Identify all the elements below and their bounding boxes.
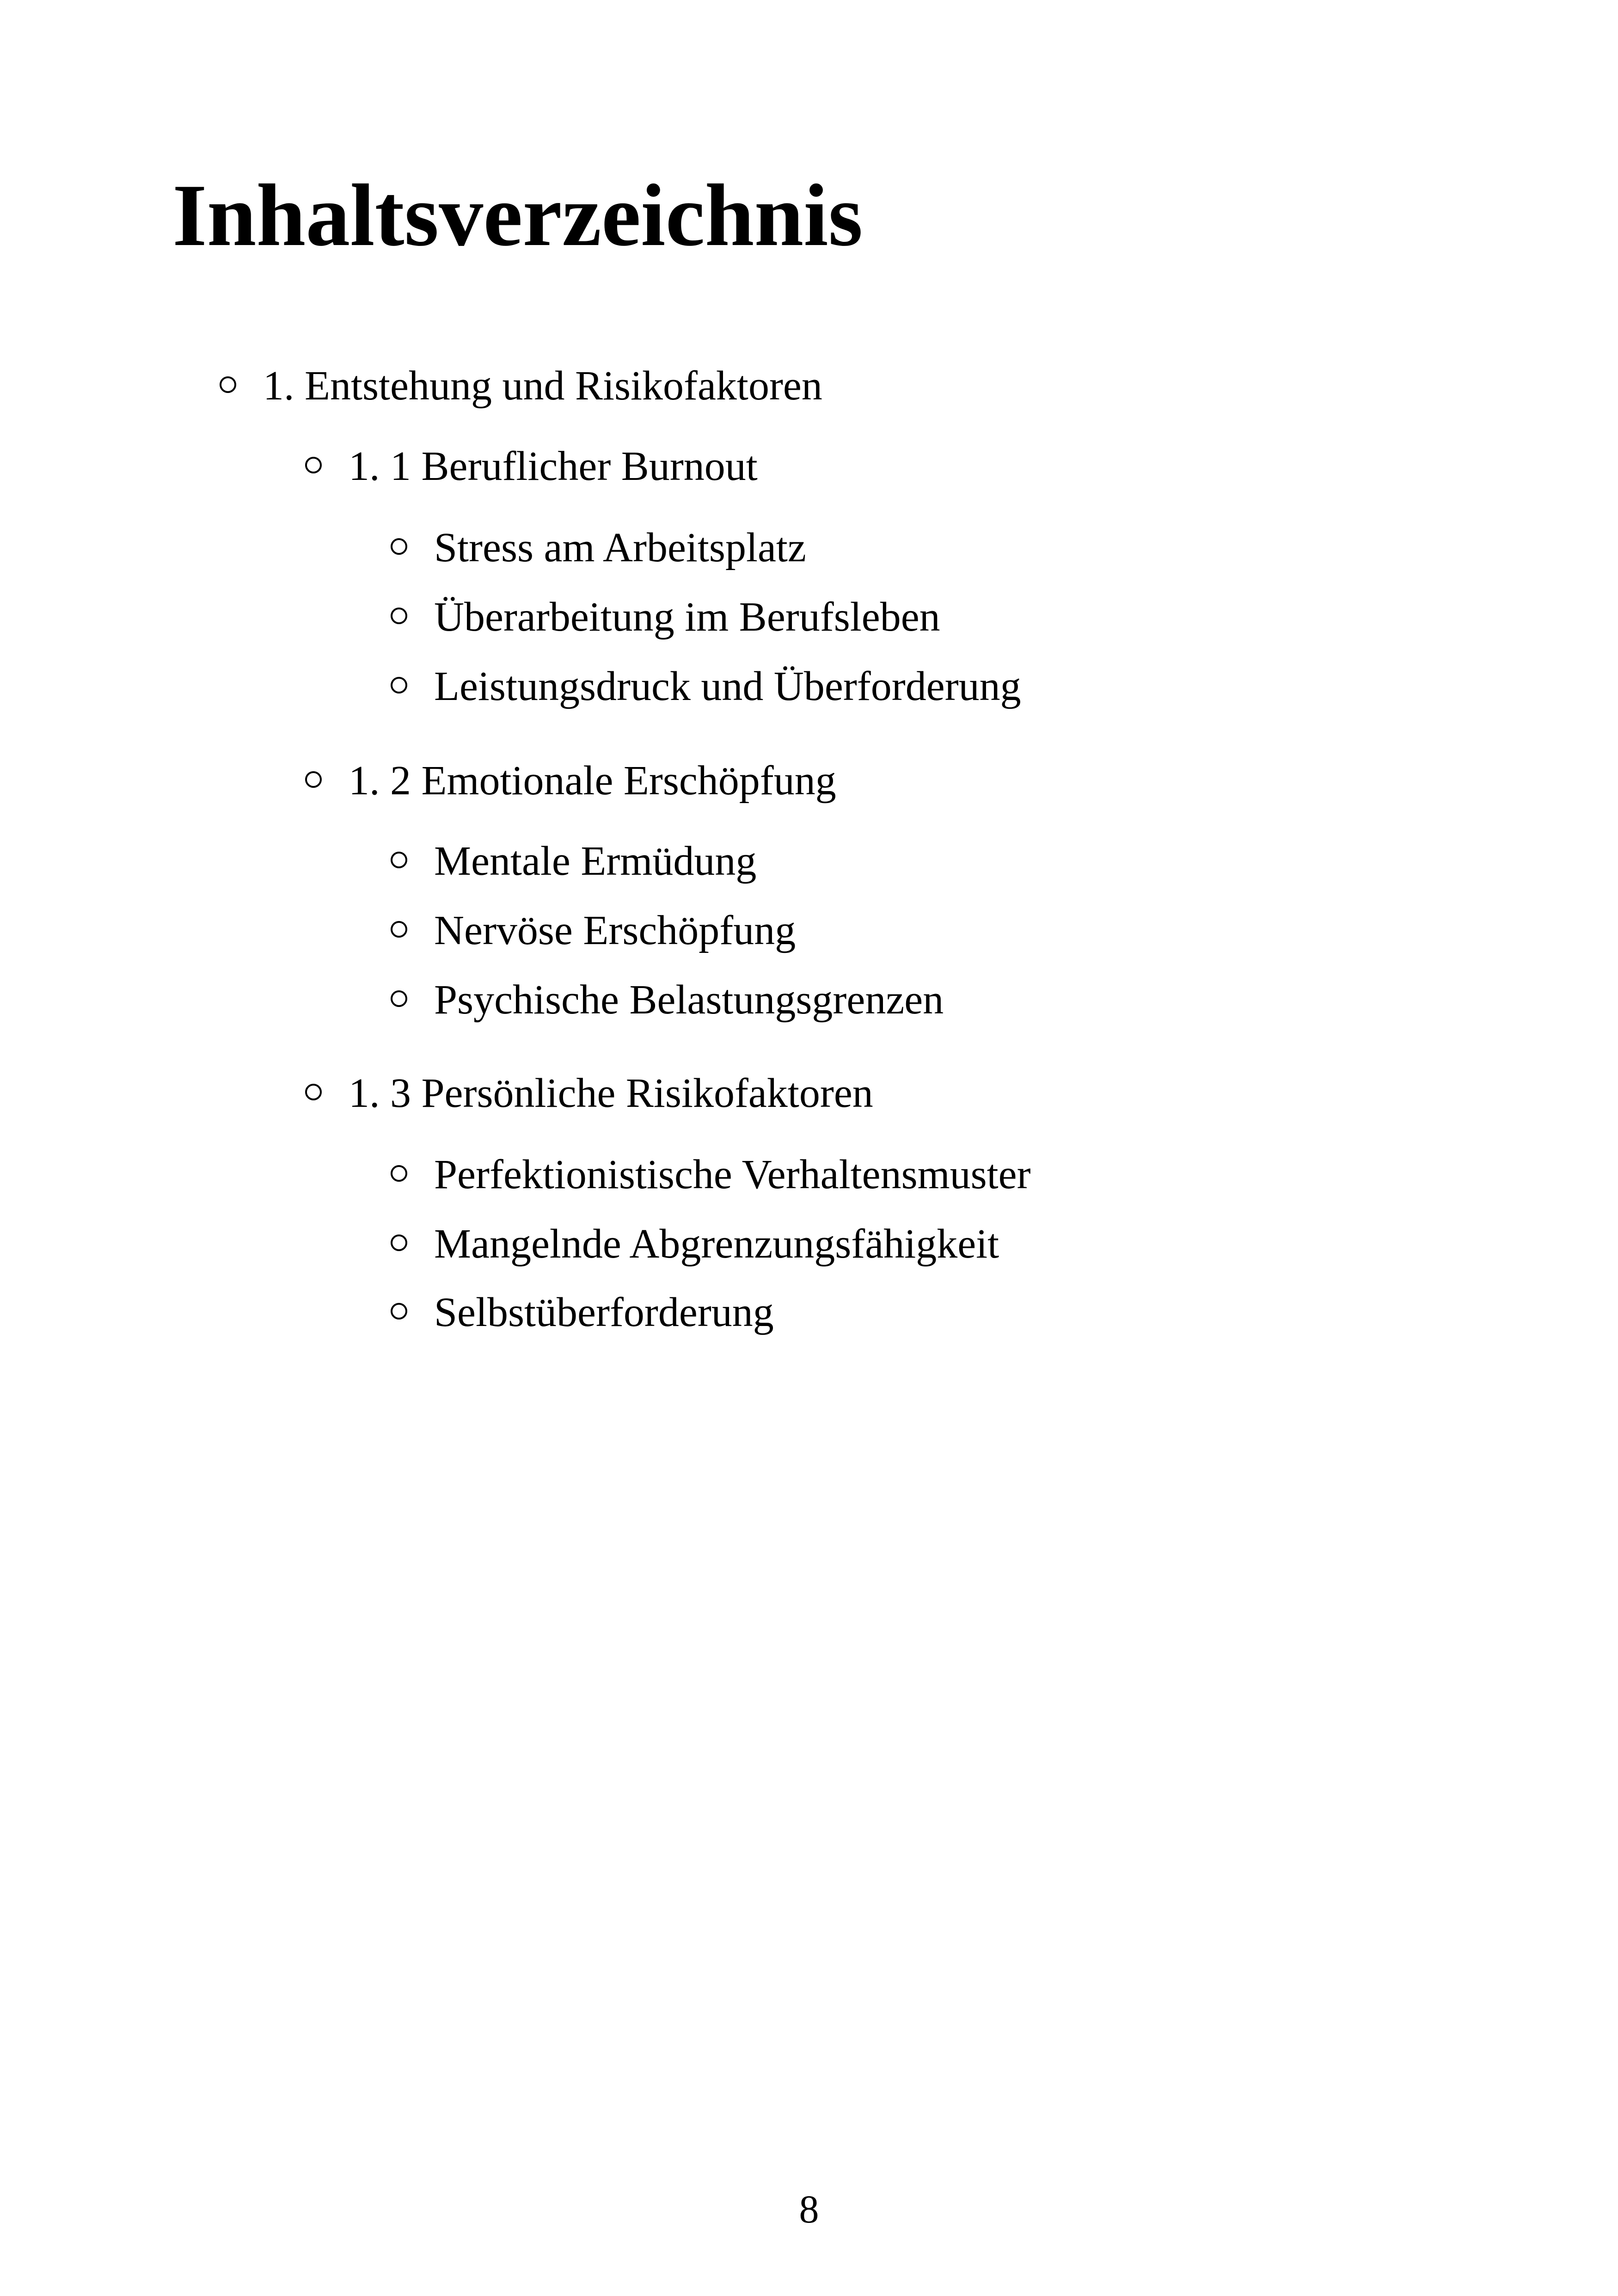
circle-bullet-icon — [305, 771, 322, 788]
circle-bullet-icon — [305, 1084, 322, 1100]
toc-item-label: Selbstüberforderung — [434, 1289, 774, 1335]
circle-bullet-icon — [391, 1303, 407, 1320]
circle-bullet-icon — [391, 608, 407, 624]
toc-item-label: Psychische Belastungsgrenzen — [434, 977, 944, 1023]
toc-item-label: 1. 1 Beruflicher Burnout — [349, 443, 758, 489]
toc-item-level-2 — [305, 443, 758, 489]
toc-item-level-3 — [391, 596, 940, 638]
circle-bullet-icon — [305, 457, 322, 473]
toc-item-label: 1. 2 Emotionale Erschöpfung — [349, 758, 836, 804]
toc-item-level-3 — [391, 838, 757, 884]
toc-item-level-3 — [391, 527, 806, 569]
toc-item-label: Nervöse Erschöpfung — [434, 908, 796, 953]
toc-item-label: Überarbeitung im Berufsleben — [434, 594, 940, 640]
toc-item-label: 1. 3 Persönliche Risikofaktoren — [349, 1070, 873, 1116]
toc-item-label: Stress am Arbeitsplatz — [434, 525, 806, 571]
toc-item-level-3 — [391, 1289, 774, 1335]
toc-item-level-3 — [391, 1223, 999, 1265]
toc-item-label: Mentale Ermüdung — [434, 838, 757, 884]
toc-item-level-2 — [305, 760, 836, 802]
toc-item-label: 1. Entstehung und Risikofaktoren — [263, 363, 822, 409]
toc-item-level-2 — [305, 1070, 873, 1116]
circle-bullet-icon — [391, 677, 407, 694]
circle-bullet-icon — [391, 921, 407, 938]
toc-item-level-3 — [391, 663, 1021, 709]
page-title: Inhaltsverzeichnis — [172, 166, 863, 264]
circle-bullet-icon — [391, 1234, 407, 1251]
circle-bullet-icon — [220, 376, 236, 393]
page-number: 8 — [799, 2187, 819, 2231]
toc-item-label: Mangelnde Abgrenzungsfähigkeit — [434, 1221, 999, 1267]
circle-bullet-icon — [391, 538, 407, 555]
toc-item-level-3 — [391, 1154, 1031, 1196]
toc-item-label: Leistungsdruck und Überforderung — [434, 663, 1021, 709]
toc-item-level-3 — [391, 979, 944, 1021]
circle-bullet-icon — [391, 1165, 407, 1182]
circle-bullet-icon — [391, 852, 407, 868]
toc-item-level-3 — [391, 910, 796, 952]
toc-item-label: Perfektionistische Verhaltensmuster — [434, 1152, 1031, 1197]
circle-bullet-icon — [391, 990, 407, 1007]
toc-item-level-1 — [220, 365, 822, 407]
